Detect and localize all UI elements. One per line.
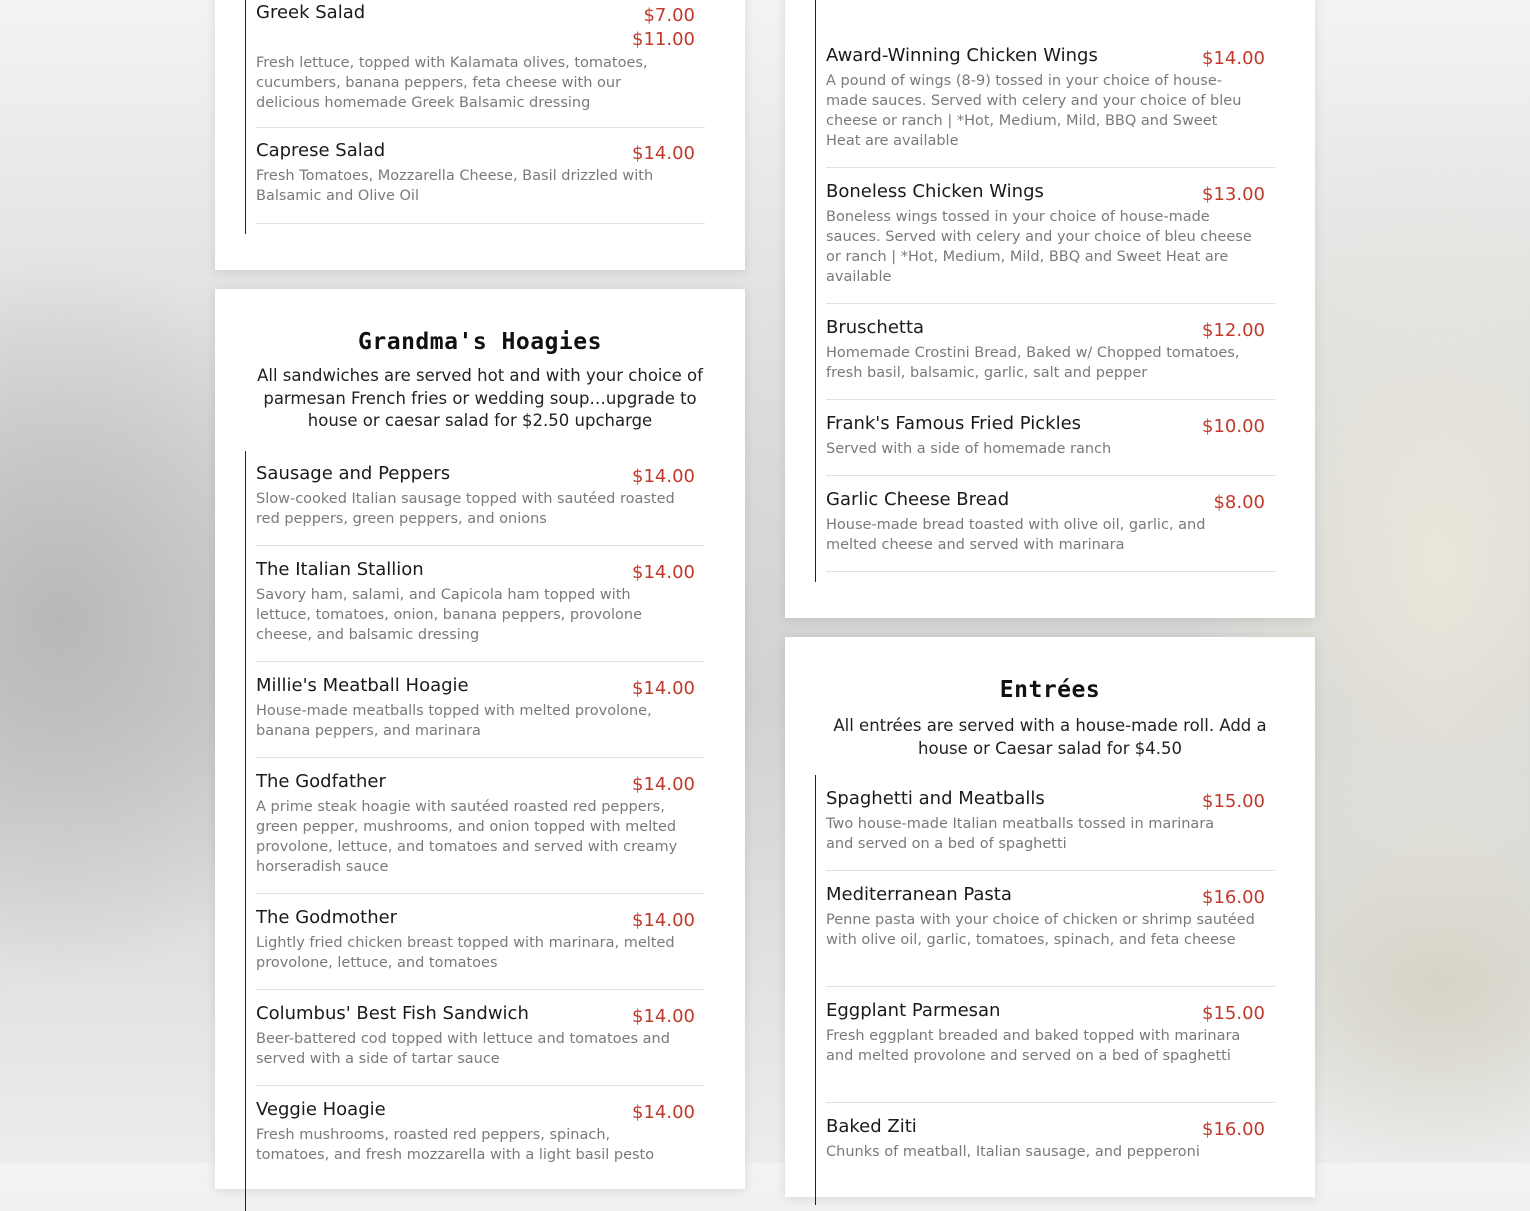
menu-item-mediterranean-pasta: [826, 884, 1275, 987]
item-name: Spaghetti and Meatballs: [826, 788, 1045, 809]
item-divider: [826, 303, 1275, 304]
item-name: Greek Salad: [256, 2, 366, 23]
menu-item-italian-stallion: [256, 559, 705, 662]
menu-item-baked-ziti: [826, 1116, 1275, 1176]
item-price: $16.00: [1202, 887, 1265, 908]
item-price: $15.00: [1202, 1003, 1265, 1024]
item-price: $16.00: [1202, 1119, 1265, 1140]
item-divider: [256, 661, 705, 662]
item-price: $13.00: [1202, 184, 1265, 205]
menu-item-the-godmother: [256, 907, 705, 990]
menu-item-franks-famous-fried-pickles: [826, 413, 1275, 476]
menu-item-boneless-chicken-wings: [826, 181, 1275, 304]
item-name: Veggie Hoagie: [256, 1099, 386, 1120]
item-divider: [826, 399, 1275, 400]
item-price: $14.00: [632, 1006, 695, 1027]
item-description: A prime steak hoagie with sautéed roasted red peppers, green pepper, mushrooms, and onion topped with melted provolone, lettuce, and tomatoes and served with creamy horseradish sauce: [256, 799, 678, 875]
item-price: $14.00: [632, 774, 695, 795]
menu-item-veggie-hoagie: [256, 1099, 705, 1182]
item-price: $14.00: [632, 562, 695, 583]
item-divider: [256, 989, 705, 990]
menu-item-the-godfather: [256, 771, 705, 894]
item-name: Mediterranean Pasta: [826, 884, 1012, 905]
item-price: $10.00: [1202, 416, 1265, 437]
item-price: $14.00: [632, 910, 695, 931]
item-divider: [256, 1085, 705, 1086]
item-price: $15.00: [1202, 791, 1265, 812]
section-note: All entrées are served with a house-made roll. Add a house or Caesar salad for $4.50: [833, 716, 1267, 758]
item-divider: [826, 870, 1275, 871]
item-description: Penne pasta with your choice of chicken or shrimp sautéed with olive oil, garlic, tomatoes, spinach, and feta cheese: [826, 912, 1255, 948]
item-name: Columbus' Best Fish Sandwich: [256, 1003, 529, 1024]
item-name: The Godmother: [256, 907, 398, 928]
item-price: $8.00: [1213, 492, 1265, 513]
section-title: Grandma's Hoagies: [358, 329, 602, 355]
item-divider: [256, 545, 705, 546]
item-price: $14.00: [1202, 48, 1265, 69]
item-divider: [826, 1102, 1275, 1103]
item-price: $14.00: [632, 143, 695, 164]
item-name: Garlic Cheese Bread: [826, 489, 1010, 510]
menu-item-greek-salad: [256, 2, 705, 127]
item-price-small: $7.00: [643, 5, 695, 26]
item-description: Chunks of meatball, Italian sausage, and pepperoni: [826, 1144, 1200, 1160]
item-divider: [826, 167, 1275, 168]
item-description: Fresh Tomatoes, Mozzarella Cheese, Basil drizzled with Balsamic and Olive Oil: [256, 168, 654, 204]
menu-item-columbus-best-fish-sandwich: [256, 1003, 705, 1086]
item-name: Sausage and Peppers: [256, 463, 451, 484]
item-price: $14.00: [632, 466, 695, 487]
entrees-rail: [815, 775, 816, 1205]
item-price: $12.00: [1202, 320, 1265, 341]
item-description: Slow-cooked Italian sausage topped with sautéed roasted red peppers, green peppers, and onions: [256, 491, 675, 527]
item-price-large: $11.00: [632, 29, 695, 50]
menu-item-bruschetta: [826, 317, 1275, 400]
menu-item-caprese-salad: [256, 140, 705, 224]
item-name: Boneless Chicken Wings: [826, 181, 1044, 202]
item-name: Bruschetta: [826, 317, 925, 338]
item-description: House-made meatballs topped with melted provolone, banana peppers, and marinara: [256, 703, 652, 739]
item-divider: [256, 757, 705, 758]
item-price: [632, 4, 695, 52]
salads-rail: [245, 0, 246, 234]
item-divider: [256, 127, 705, 128]
item-divider: [826, 986, 1275, 987]
item-description: House-made bread toasted with olive oil, garlic, and melted cheese and served with marinara: [826, 517, 1206, 553]
item-name: Eggplant Parmesan: [826, 1000, 1001, 1021]
item-description: A pound of wings (8-9) tossed in your choice of house-made sauces. Served with celery and your choice of bleu cheese or ranch | *Hot, Medium, Mild, BBQ and Sweet Heat are available: [826, 73, 1242, 149]
item-description: Served with a side of homemade ranch: [826, 441, 1112, 457]
item-description: Homemade Crostini Bread, Baked w/ Chopped tomatoes, fresh basil, balsamic, garlic, salt and pepper: [826, 345, 1240, 381]
item-name: Millie's Meatball Hoagie: [256, 675, 469, 696]
item-name: Frank's Famous Fried Pickles: [826, 413, 1082, 434]
menu-item-eggplant-parmesan: [826, 1000, 1275, 1103]
item-name: Award-Winning Chicken Wings: [826, 45, 1098, 66]
hoagies-card: [215, 289, 745, 1189]
menu-item-garlic-cheese-bread: [826, 489, 1275, 572]
item-description: Lightly fried chicken breast topped with marinara, melted provolone, lettuce, and tomatoes: [256, 935, 675, 971]
salads-card: [215, 0, 745, 270]
item-divider: [256, 893, 705, 894]
item-description: Savory ham, salami, and Capicola ham topped with lettuce, tomatoes, onion, banana peppers, provolone cheese, and balsamic dressing: [256, 587, 643, 643]
item-name: Baked Ziti: [826, 1116, 917, 1137]
item-description: Boneless wings tossed in your choice of house-made sauces. Served with celery and your choice of bleu cheese or ranch | *Hot, Medium, Mild, BBQ and Sweet Heat are available: [826, 209, 1252, 285]
item-description: Fresh lettuce, topped with Kalamata olives, tomatoes, cucumbers, banana peppers, feta cheese with our delicious homemade Greek Balsamic dressing: [256, 55, 648, 111]
item-price: $14.00: [632, 678, 695, 699]
item-description: Beer-battered cod topped with lettuce and tomatoes and served with a side of tartar sauce: [256, 1031, 670, 1067]
item-divider: [256, 223, 705, 224]
section-title: Entrées: [999, 677, 1101, 703]
section-note: All sandwiches are served hot and with your choice of parmesan French fries or wedding soup…upgrade to house or caesar salad for $2.50 upcharge: [257, 366, 703, 430]
appetizers-card: [785, 0, 1315, 618]
menu-item-millies-meatball-hoagie: [256, 675, 705, 758]
item-divider: [826, 475, 1275, 476]
menu-item-spaghetti-and-meatballs: [826, 788, 1275, 871]
item-name: The Godfather: [256, 771, 386, 792]
hoagies-rail: [245, 451, 246, 1211]
appetizers-rail: [815, 0, 816, 582]
item-description: Two house-made Italian meatballs tossed in marinara and served on a bed of spaghetti: [826, 816, 1215, 852]
menu-item-award-winning-chicken-wings: [826, 45, 1275, 168]
item-description: Fresh mushrooms, roasted red peppers, spinach, tomatoes, and fresh mozzarella with a light basil pesto: [256, 1127, 655, 1163]
menu-item-sausage-and-peppers: [256, 463, 705, 546]
item-name: The Italian Stallion: [256, 559, 424, 580]
entrees-card: [785, 637, 1315, 1197]
item-price: $14.00: [632, 1102, 695, 1123]
item-name: Caprese Salad: [256, 140, 386, 161]
item-description: Fresh eggplant breaded and baked topped with marinara and melted provolone and served on a bed of spaghetti: [826, 1028, 1241, 1064]
item-divider: [826, 571, 1275, 572]
